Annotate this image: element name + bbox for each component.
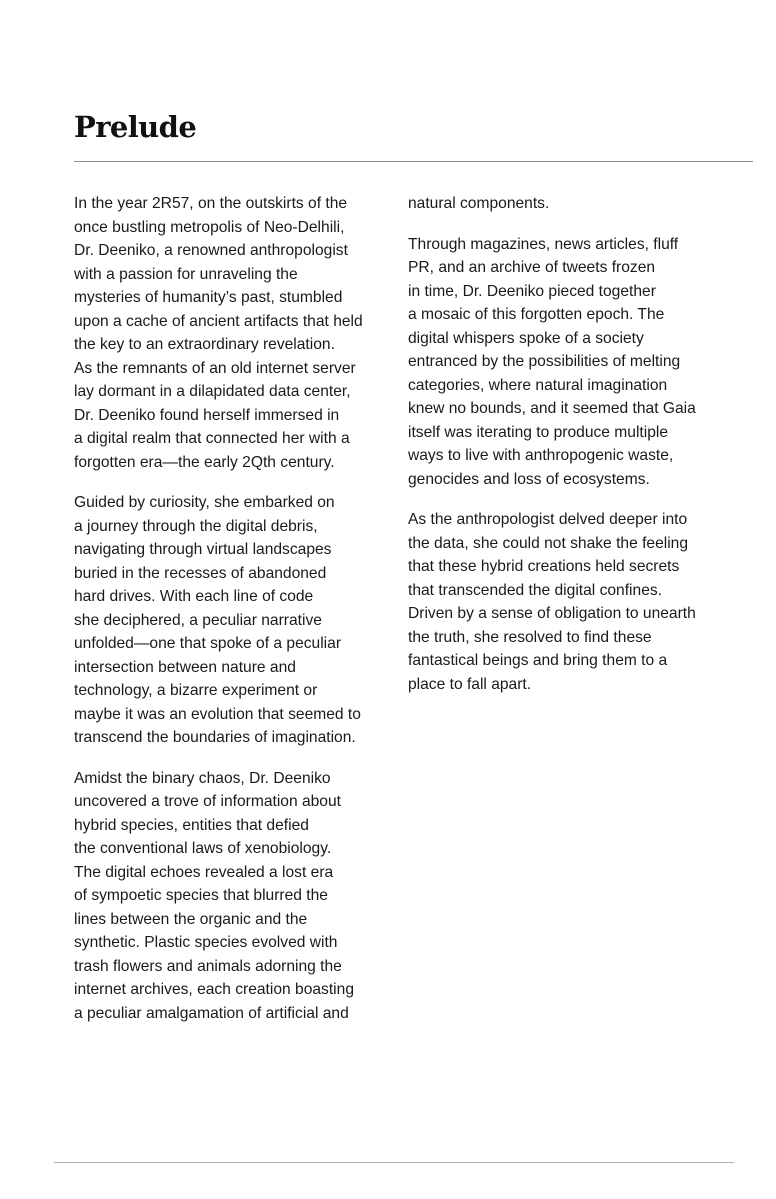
title-divider <box>74 161 753 162</box>
body-paragraph <box>74 767 400 1026</box>
text-line: maybe it was an evolution that seemed to <box>74 705 361 723</box>
body-paragraph <box>408 233 748 492</box>
text-line: categories, where natural imagination <box>408 376 668 394</box>
text-line: As the anthropologist delved deeper into <box>408 511 688 528</box>
body-paragraph <box>408 192 748 216</box>
text-line: fantastical beings and bring them to a <box>408 652 668 669</box>
text-column-left <box>74 192 400 1042</box>
text-line: hybrid species, entities that defied <box>74 816 309 834</box>
text-line: Driven by a sense of obligation to unearth <box>408 605 696 622</box>
footer-divider <box>54 1162 734 1163</box>
body-paragraph <box>408 508 748 696</box>
text-line: In the year 2R57, on the outskirts of the <box>74 195 348 212</box>
text-line: that transcended the digital confines. <box>408 581 662 599</box>
text-line: knew no bounds, and it seemed that Gaia <box>408 400 696 417</box>
text-line: digital whispers spoke of a society <box>408 329 644 347</box>
text-line: that these hybrid creations held secrets <box>408 558 680 575</box>
text-line: The digital echoes revealed a lost era <box>74 863 334 881</box>
text-line: As the remnants of an old internet server <box>74 359 356 377</box>
text-line: intersection between nature and <box>74 658 296 676</box>
text-line: in time, Dr. Deeniko pieced together <box>408 282 656 300</box>
text-line: trash flowers and animals adorning the <box>74 957 342 975</box>
page-title: Prelude <box>74 110 197 144</box>
text-line: unfolded—one that spoke of a peculiar <box>74 635 342 652</box>
text-line: of sympoetic species that blurred the <box>74 887 328 904</box>
body-paragraph <box>74 491 400 750</box>
text-line: buried in the recesses of abandoned <box>74 564 327 582</box>
text-line: forgotten era—the early 2Qth century. <box>74 453 335 471</box>
text-line: a mosaic of this forgotten epoch. The <box>408 306 665 323</box>
text-line: a journey through the digital debris, <box>74 517 318 535</box>
text-line: natural components. <box>408 195 550 212</box>
text-line: the conventional laws of xenobiology. <box>74 840 332 857</box>
text-line: Through magazines, news articles, fluff <box>408 235 679 253</box>
text-line: genocides and loss of ecosystems. <box>408 470 650 488</box>
text-line: entranced by the possibilities of melting <box>408 353 681 370</box>
text-line: Amidst the binary chaos, Dr. Deeniko <box>74 769 331 787</box>
text-line: with a passion for unraveling the <box>74 265 298 283</box>
text-line: Guided by curiosity, she embarked on <box>74 494 335 511</box>
text-line: mysteries of humanity’s past, stumbled <box>74 289 343 306</box>
text-line: uncovered a trove of information about <box>74 793 341 810</box>
text-line: itself was iterating to produce multiple <box>408 423 669 441</box>
text-line: lay dormant in a dilapidated data center, <box>74 383 351 400</box>
text-line: a digital realm that connected her with a <box>74 430 350 447</box>
text-line: a peculiar amalgamation of artificial and <box>74 1004 349 1022</box>
text-line: the data, she could not shake the feeling <box>408 534 689 552</box>
text-line: she deciphered, a peculiar narrative <box>74 611 322 629</box>
text-line: synthetic. Plastic species evolved with <box>74 934 338 951</box>
text-line: internet archives, each creation boasting <box>74 981 354 998</box>
text-line: PR, and an archive of tweets frozen <box>408 259 656 276</box>
text-line: Dr. Deeniko, a renowned anthropologist <box>74 242 348 259</box>
body-paragraph <box>74 192 400 474</box>
text-line: once bustling metropolis of Neo-Delhili, <box>74 218 345 236</box>
text-line: ways to live with anthropogenic waste, <box>408 447 674 464</box>
text-line: hard drives. With each line of code <box>74 588 314 605</box>
text-line: lines between the organic and the <box>74 910 308 928</box>
text-line: technology, a bizarre experiment or <box>74 682 318 699</box>
text-line: upon a cache of ancient artifacts that held <box>74 312 363 330</box>
text-line: navigating through virtual landscapes <box>74 541 332 558</box>
text-line: transcend the boundaries of imagination. <box>74 729 356 746</box>
text-line: the key to an extraordinary revelation. <box>74 336 335 353</box>
text-line: the truth, she resolved to find these <box>408 628 652 646</box>
text-column-right <box>408 192 748 713</box>
text-line: place to fall apart. <box>408 675 532 693</box>
text-line: Dr. Deeniko found herself immersed in <box>74 406 340 424</box>
